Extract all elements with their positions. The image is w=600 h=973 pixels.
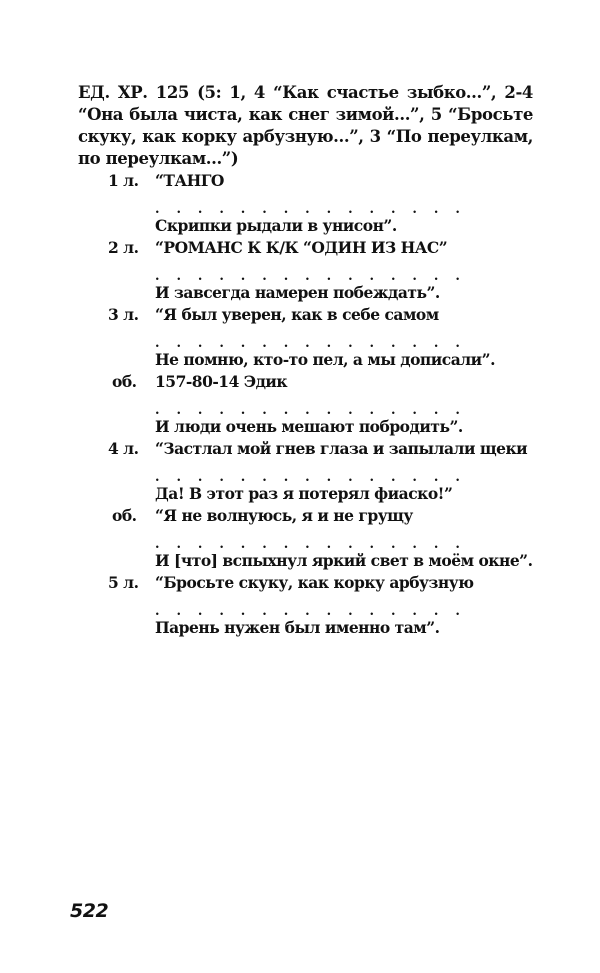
entry-first-line bbox=[108, 372, 548, 394]
entry bbox=[108, 372, 548, 439]
entry-first-line bbox=[108, 573, 548, 595]
last-line-text: И [что] вспыхнул яркий свет в моём окне”. bbox=[155, 551, 533, 570]
entries-list bbox=[108, 171, 548, 640]
first-line-text: “ТАНГО bbox=[155, 171, 224, 190]
last-line-text: И завсегда намерен побеждать”. bbox=[155, 283, 440, 302]
entry bbox=[108, 305, 548, 372]
last-line-text: И люди очень мешают побродить”. bbox=[155, 417, 463, 436]
ellipsis-dots: . . . . . . . . . . . . . . . bbox=[155, 336, 467, 351]
first-line-text: 157-80-14 Эдик bbox=[155, 372, 288, 391]
last-line-text: Да! В этот раз я потерял фиаско!” bbox=[155, 484, 453, 503]
entry-last-line bbox=[108, 551, 548, 573]
entry-last-line bbox=[108, 618, 548, 640]
first-line-text: “РОМАНС К К/К “ОДИН ИЗ НАС” bbox=[155, 238, 448, 257]
entry-first-line bbox=[108, 171, 548, 193]
entry bbox=[108, 171, 548, 238]
entry-first-line bbox=[108, 506, 548, 528]
page-number: 522 bbox=[70, 900, 109, 922]
first-line-text: “Я был уверен, как в себе самом bbox=[155, 305, 439, 324]
entry bbox=[108, 238, 548, 305]
entry-last-line bbox=[108, 417, 548, 439]
ellipsis-dots: . . . . . . . . . . . . . . . bbox=[155, 470, 467, 485]
leaf-label: 3 л. bbox=[108, 305, 139, 324]
leaf-label: 2 л. bbox=[108, 238, 139, 257]
entry-last-line bbox=[108, 350, 548, 372]
last-line-text: Скрипки рыдали в унисон”. bbox=[155, 216, 397, 235]
first-line-text: “Бросьте скуку, как корку арбузную bbox=[155, 573, 474, 592]
entry-first-line bbox=[108, 439, 548, 461]
first-line-text: “Я не волнуюсь, я и не грущу bbox=[155, 506, 413, 525]
entry-first-line bbox=[108, 238, 548, 260]
ellipsis-dots: . . . . . . . . . . . . . . . bbox=[155, 604, 467, 619]
entry-last-line bbox=[108, 484, 548, 506]
ellipsis-dots: . . . . . . . . . . . . . . . bbox=[155, 403, 467, 418]
entry bbox=[108, 506, 548, 573]
entry-first-line bbox=[108, 305, 548, 327]
leaf-label: 4 л. bbox=[108, 439, 139, 458]
ellipsis-dots: . . . . . . . . . . . . . . . bbox=[155, 537, 467, 552]
leaf-label: 5 л. bbox=[108, 573, 139, 592]
leaf-label: об. bbox=[112, 506, 137, 525]
entry bbox=[108, 573, 548, 640]
entry bbox=[108, 439, 548, 506]
entry-last-line bbox=[108, 283, 548, 305]
leaf-label: 1 л. bbox=[108, 171, 139, 190]
archive-header: ЕД. ХР. 125 (5: 1, 4 “Как счастье зыбко...”, 2-4 “Она была чиста, как снег зимой...”, 5 “Бросьте скуку, как корку арбузную...”, 3 “По переулкам, по переулкам...”) bbox=[78, 83, 533, 168]
ellipsis-dots: . . . . . . . . . . . . . . . bbox=[155, 202, 467, 217]
first-line-text: “Застлал мой гнев глаза и запылали щеки bbox=[155, 439, 528, 458]
last-line-text: Парень нужен был именно там”. bbox=[155, 618, 440, 637]
leaf-label: об. bbox=[112, 372, 137, 391]
ellipsis-dots: . . . . . . . . . . . . . . . bbox=[155, 269, 467, 284]
entry-last-line bbox=[108, 216, 548, 238]
last-line-text: Не помню, кто-то пел, а мы дописали”. bbox=[155, 350, 495, 369]
